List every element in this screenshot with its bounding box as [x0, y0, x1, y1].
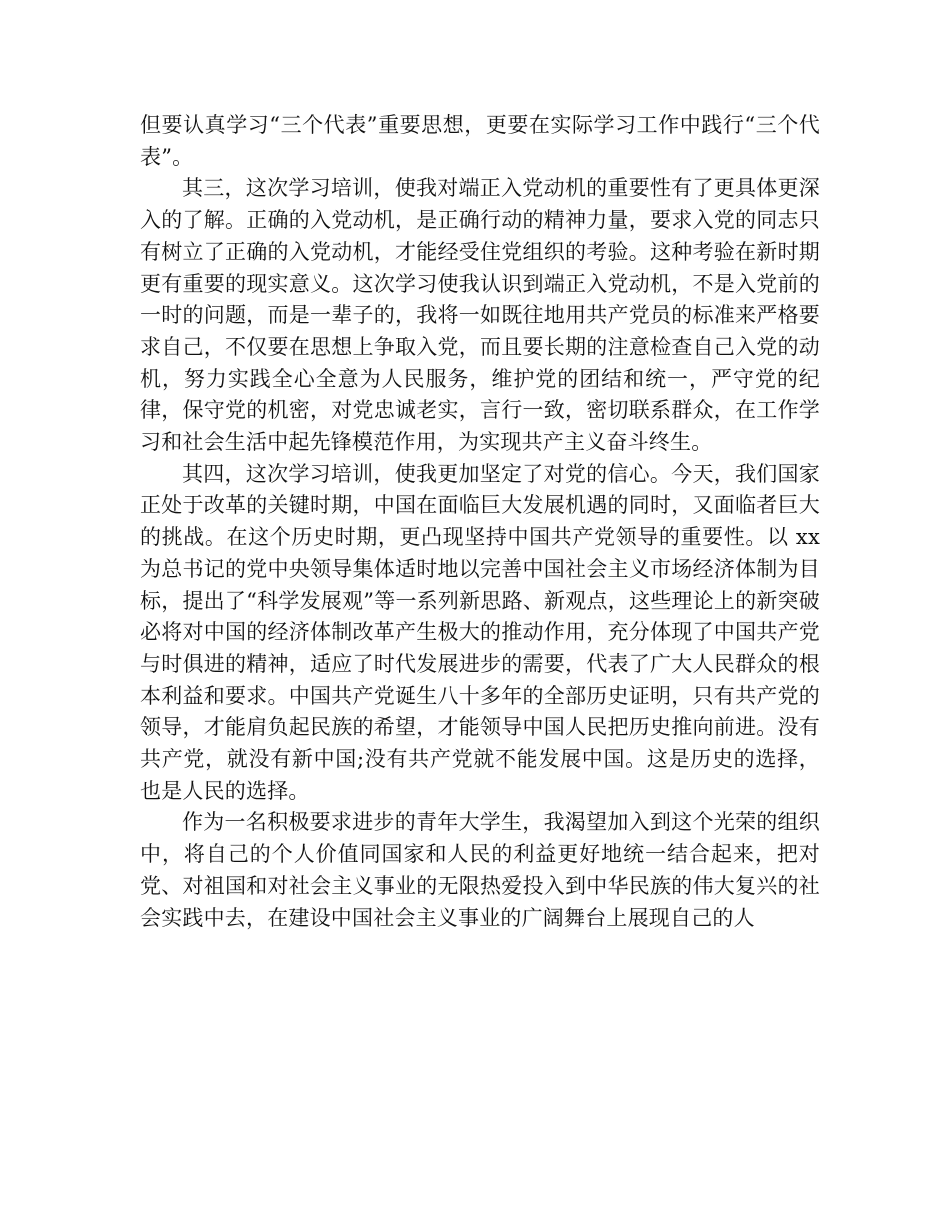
- paragraph-2: 其三，这次学习培训，使我对端正入党动机的重要性有了更具体更深入的了解。正确的入党动机，是正确行动的精神力量，要求入党的同志只有树立了正确的入党动机，才能经受住党组织的考验。这种考验在新时期更有重要的现实意义。这次学习使我认识到端正入党动机，不是入党前的一时的问题，而是一辈子的，我将一如既往地用共产党员的标准来严格要求自己，不仅要在思想上争取入党，而且要长期的注意检查自己入党的动机，努力实践全心全意为人民服务，维护党的团结和统一，严守党的纪律，保守党的机密，对党忠诚老实，言行一致，密切联系群众，在工作学习和社会生活中起先锋模范作用，为实现共产主义奋斗终生。: [140, 176, 820, 455]
- paragraph-4: 作为一名积极要求进步的青年大学生，我渴望加入到这个光荣的组织中，将自己的个人价值同国家和人民的利益更好地统一结合起来，把对党、对祖国和对社会主义事业的无限热爱投入到中华民族的伟大复兴的社会实践中去，在建设中国社会主义事业的广阔舞台上展现自己的人: [140, 810, 820, 930]
- paragraph-3: 其四，这次学习培训，使我更加坚定了对党的信心。今天，我们国家正处于改革的关键时期，中国在面临巨大发展机遇的同时，又面临者巨大的挑战。在这个历史时期，更凸现坚持中国共产党领导的重要性。以 xx 为总书记的党中央领导集体适时地以完善中国社会主义市场经济体制为目标，提出了“科学发展观”等一系列新思路、新观点，这些理论上的新突破必将对中国的经济体制改革产生极大的推动作用，充分体现了中国共产党与时俱进的精神，适应了时代发展进步的需要，代表了广大人民群众的根本利益和要求。中国共产党诞生八十多年的全部历史证明，只有共产党的领导，才能肩负起民族的希望，才能领导中国人民把历史推向前进。没有共产党，就没有新中国;没有共产党就不能发展中国。这是历史的选择，也是人民的选择。: [140, 461, 820, 803]
- document-body: [140, 110, 820, 934]
- paragraph-1: 但要认真学习“三个代表”重要思想，更要在实际学习工作中践行“三个代表”。: [140, 113, 820, 169]
